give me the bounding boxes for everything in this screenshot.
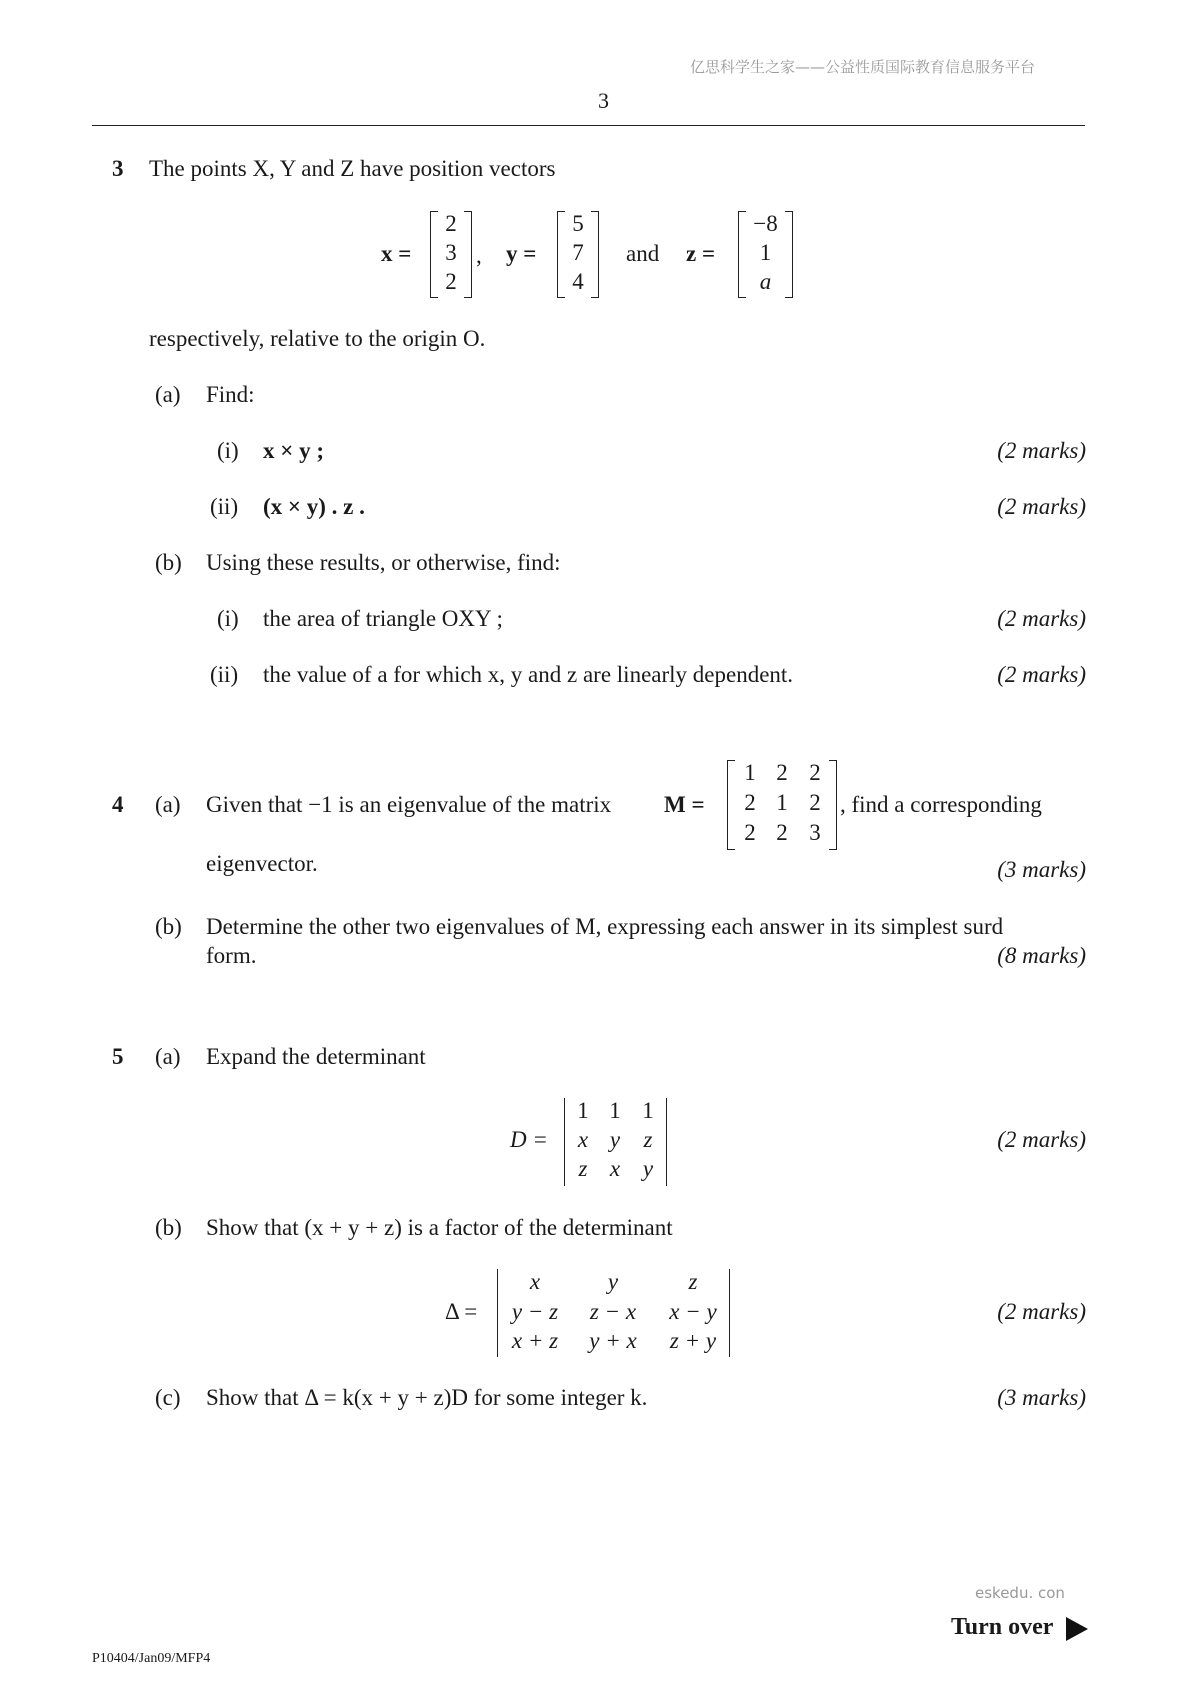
q5b-label: (b) — [155, 1215, 182, 1240]
q4a-marks: (3 marks) — [997, 857, 1086, 882]
d-entry: y — [609, 1127, 621, 1152]
footer-site: eskedu. con — [975, 1584, 1065, 1602]
m-entry: 2 — [744, 790, 756, 815]
m-entry: 1 — [744, 760, 756, 785]
q4b-text-1: Determine the other two eigenvalues of M, expressing each answer in its simplest surd — [206, 914, 1004, 939]
d-entry: 1 — [642, 1098, 654, 1123]
d-entry: 1 — [577, 1098, 589, 1123]
delta-entry: z − x — [589, 1299, 637, 1324]
q3a-label: (a) — [155, 382, 181, 407]
vec-y-entry: 7 — [572, 240, 584, 265]
vec-y-label: y = — [506, 241, 537, 266]
paper-code: P10404/Jan09/MFP4 — [92, 1651, 211, 1666]
q3bi-marks: (2 marks) — [997, 606, 1086, 631]
d-entry: x — [609, 1156, 621, 1181]
q4b-marks: (8 marks) — [997, 943, 1086, 968]
d-entry: z — [578, 1156, 588, 1181]
q5b-text: Show that (x + y + z) is a factor of the determinant — [206, 1215, 673, 1240]
matrix-m — [727, 760, 837, 850]
q3bii-label: (ii) — [210, 662, 239, 687]
q3-intro: The points X, Y and Z have position vectors — [149, 156, 556, 181]
delta-entry: x + z — [511, 1328, 559, 1353]
vec-z-matrix — [738, 211, 793, 298]
vec-x-entry: 2 — [445, 211, 457, 236]
vec-y-entry: 5 — [572, 211, 584, 236]
d-entry: y — [642, 1156, 654, 1181]
q3b-text: Using these results, or otherwise, find: — [206, 550, 561, 575]
d-entry: 1 — [609, 1098, 621, 1123]
delta-entry: x — [529, 1269, 541, 1294]
vec-x-matrix — [430, 211, 472, 298]
d-label: D = — [510, 1127, 548, 1152]
and-text: and — [626, 241, 660, 266]
d-entry: z — [643, 1127, 653, 1152]
q4-number: 4 — [112, 792, 124, 817]
q5a-marks: (2 marks) — [997, 1127, 1086, 1152]
m-entry: 2 — [809, 760, 821, 785]
q3aii-label: (ii) — [210, 494, 239, 519]
q5b-marks: (2 marks) — [997, 1299, 1086, 1324]
vec-y-matrix — [557, 211, 599, 298]
m-entry: 2 — [776, 820, 788, 845]
q3bii-marks: (2 marks) — [997, 662, 1086, 687]
delta-entry: z — [688, 1269, 698, 1294]
vec-z-entry: a — [759, 269, 772, 294]
delta-entry: z + y — [669, 1328, 717, 1353]
turn-over-arrow-icon — [1066, 1617, 1088, 1647]
q3aii-marks: (2 marks) — [997, 494, 1086, 519]
vec-z-label: z = — [686, 241, 716, 266]
q4b-text-2: form. — [206, 943, 257, 968]
vec-z-entry: 1 — [759, 240, 772, 265]
delta-entry: y − z — [511, 1299, 559, 1324]
q3aii-text: (x × y) . z . — [263, 494, 365, 519]
q5-number: 5 — [112, 1044, 124, 1069]
turn-over-label: Turn over — [951, 1614, 1054, 1640]
q4a-label: (a) — [155, 792, 181, 817]
delta-label: Δ = — [445, 1299, 478, 1324]
vec-z-entry: −8 — [753, 211, 778, 236]
q3-respectively: respectively, relative to the origin O. — [149, 326, 486, 351]
q3ai-label: (i) — [217, 438, 239, 463]
q3ai-text: x × y ; — [263, 438, 325, 463]
q3b-label: (b) — [155, 550, 182, 575]
m-entry: 1 — [776, 790, 788, 815]
m-label: M = — [664, 792, 705, 817]
delta-entry: x − y — [669, 1299, 717, 1324]
header-watermark: 亿思科学生之家——公益性质国际教育信息服务平台 — [690, 58, 1036, 76]
q3bi-label: (i) — [217, 606, 239, 631]
q5a-label: (a) — [155, 1044, 181, 1069]
vec-x-entry: 2 — [445, 269, 457, 294]
vec-y-entry: 4 — [572, 269, 584, 294]
header-rule — [92, 125, 1085, 126]
q3bii-text: the value of a for which x, y and z are linearly dependent. — [263, 662, 794, 687]
q5c-marks: (3 marks) — [997, 1385, 1086, 1410]
q3ai-marks: (2 marks) — [997, 438, 1086, 463]
delta-entry: y + x — [589, 1328, 637, 1353]
determinant-d — [564, 1098, 667, 1186]
vec-x-label: x = — [381, 241, 412, 266]
m-entry: 2 — [744, 820, 756, 845]
q4a-text: Given that −1 is an eigenvalue of the matrix — [206, 792, 612, 817]
q4b-label: (b) — [155, 914, 182, 939]
q5c-text: Show that Δ = k(x + y + z)D for some integer k. — [206, 1385, 648, 1410]
m-entry: 2 — [776, 760, 788, 785]
determinant-delta — [497, 1269, 730, 1357]
vec-comma: , — [476, 243, 482, 268]
vec-x-entry: 3 — [445, 240, 457, 265]
m-entry: 2 — [809, 790, 821, 815]
m-entry: 3 — [809, 820, 821, 845]
d-entry: x — [577, 1127, 589, 1152]
q3-number: 3 — [112, 156, 124, 181]
page-number: 3 — [598, 88, 609, 113]
q4a-text-post: , find a corresponding — [840, 792, 1042, 817]
q4a-text-cont: eigenvector. — [206, 851, 318, 876]
q5a-text: Expand the determinant — [206, 1044, 426, 1069]
delta-entry: y — [607, 1269, 619, 1294]
q3bi-text: the area of triangle OXY ; — [263, 606, 503, 631]
q5c-label: (c) — [155, 1385, 181, 1410]
q3a-text: Find: — [206, 382, 255, 407]
